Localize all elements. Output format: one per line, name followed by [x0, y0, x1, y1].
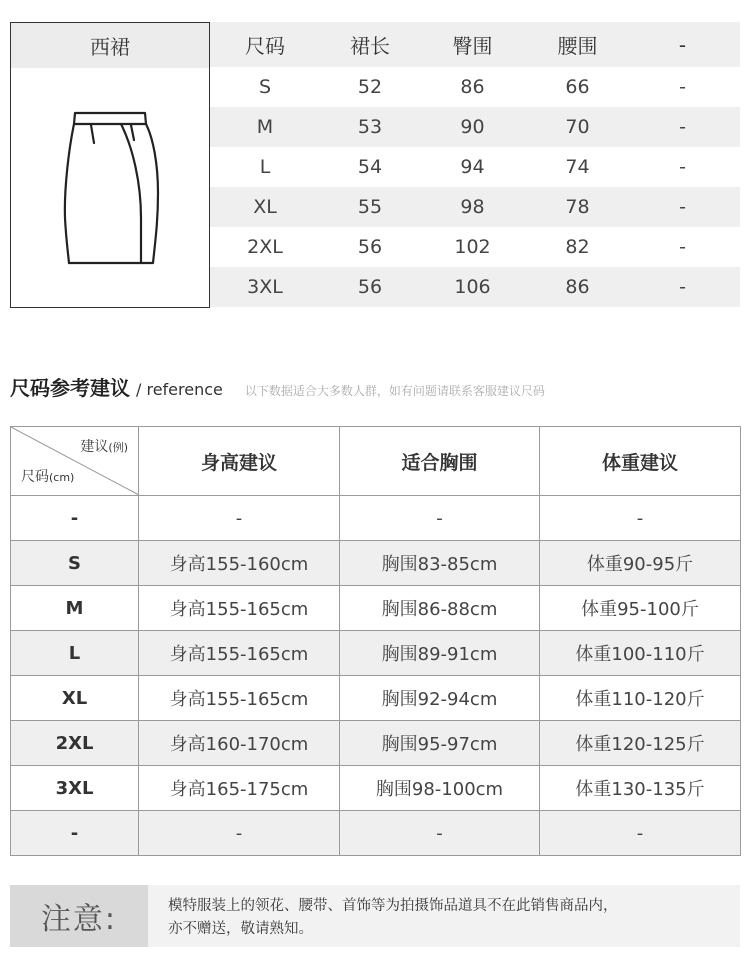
size-cell: XL	[11, 676, 139, 721]
weight-cell: 体重110-120斤	[540, 676, 741, 721]
size-row	[210, 227, 740, 267]
recommendation-title: 尺码参考建议	[10, 376, 130, 400]
height-cell: 身高155-165cm	[139, 586, 340, 631]
size-cell: L	[11, 631, 139, 676]
size-cell: 2XL	[247, 236, 283, 258]
diagonal-bottom-label: 尺码(cm)	[21, 469, 75, 485]
size-grid	[210, 22, 740, 307]
table-row	[11, 721, 741, 766]
size-table-section	[10, 22, 740, 308]
product-panel	[10, 22, 210, 308]
bust-cell: 胸围92-94cm	[340, 676, 540, 721]
size-cell: 3XL	[11, 766, 139, 811]
diagonal-header-cell	[11, 427, 139, 496]
blank-cell: -	[679, 116, 686, 138]
skirt-illustration	[61, 108, 161, 288]
bust-cell: 胸围86-88cm	[340, 586, 540, 631]
height-cell: -	[139, 496, 340, 541]
recommendation-table	[10, 426, 741, 856]
header-blank: -	[678, 32, 687, 57]
blank-cell: -	[679, 156, 686, 178]
table-row	[11, 541, 741, 586]
waist-cell: 86	[565, 276, 590, 298]
bust-cell: -	[340, 496, 540, 541]
header-bust: 适合胸围	[340, 427, 540, 496]
bust-cell: -	[340, 811, 540, 856]
header-size: 尺码	[245, 34, 285, 58]
table-row	[11, 766, 741, 811]
length-cell: 56	[357, 276, 383, 298]
bust-cell: 胸围89-91cm	[340, 631, 540, 676]
bust-cell: 胸围95-97cm	[340, 721, 540, 766]
weight-cell: 体重90-95斤	[540, 541, 741, 586]
table-row	[11, 586, 741, 631]
length-cell: 56	[357, 236, 383, 258]
recommendation-subtitle: / reference	[136, 380, 223, 399]
size-row	[210, 187, 740, 227]
diagonal-top-label: 建议(例)	[80, 439, 128, 455]
hip-cell: 98	[460, 196, 485, 218]
waist-cell: 70	[565, 116, 590, 138]
length-cell: 53	[357, 116, 383, 138]
waist-cell: 82	[565, 236, 590, 258]
size-cell: XL	[253, 196, 277, 218]
bust-cell: 胸围83-85cm	[340, 541, 540, 586]
size-row	[210, 107, 740, 147]
blank-cell: -	[679, 236, 686, 258]
size-cell: M	[256, 116, 274, 138]
hip-cell: 90	[460, 116, 485, 138]
size-cell: 2XL	[11, 721, 139, 766]
table-row	[11, 631, 741, 676]
blank-cell: -	[679, 276, 686, 298]
height-cell: -	[139, 811, 340, 856]
size-cell: S	[258, 76, 272, 98]
size-header-row	[210, 22, 740, 67]
height-cell: 身高155-165cm	[139, 676, 340, 721]
hip-cell: 94	[460, 156, 485, 178]
height-cell: 身高160-170cm	[139, 721, 340, 766]
table-row	[11, 496, 741, 541]
table-row	[11, 676, 741, 721]
recommendation-heading	[10, 372, 545, 401]
header-weight: 体重建议	[540, 427, 741, 496]
bust-cell: 胸围98-100cm	[340, 766, 540, 811]
hip-cell: 86	[460, 76, 485, 98]
height-cell: 身高155-160cm	[139, 541, 340, 586]
height-cell: 身高155-165cm	[139, 631, 340, 676]
size-row	[210, 267, 740, 307]
recommendation-note: 以下数据适合大多数人群，如有问题请联系客服建议尺码	[244, 384, 545, 398]
notice-box	[10, 885, 740, 947]
length-cell: 54	[357, 156, 383, 178]
waist-cell: 74	[565, 156, 590, 178]
waist-cell: 78	[565, 196, 590, 218]
hip-cell: 102	[454, 236, 491, 258]
waist-cell: 66	[565, 76, 590, 98]
table-row	[11, 811, 741, 856]
header-length: 裙长	[350, 34, 390, 58]
blank-cell: -	[679, 196, 686, 218]
notice-text: 模特服装上的领花、腰带、首饰等为拍摄饰品道具不在此销售商品内， 亦不赠送，敬请熟知。	[148, 885, 740, 947]
header-waist: 腰围	[557, 34, 598, 58]
recommendation-header-row	[11, 427, 741, 496]
header-height: 身高建议	[139, 427, 340, 496]
size-cell: 3XL	[247, 276, 283, 298]
size-row	[210, 147, 740, 187]
size-cell: S	[11, 541, 139, 586]
height-cell: 身高165-175cm	[139, 766, 340, 811]
hip-cell: 106	[454, 276, 491, 298]
weight-cell: 体重120-125斤	[540, 721, 741, 766]
size-cell: M	[11, 586, 139, 631]
header-hip: 臀围	[452, 34, 493, 58]
length-cell: 55	[357, 196, 383, 218]
size-row	[210, 67, 740, 107]
weight-cell: -	[540, 811, 741, 856]
length-cell: 52	[357, 76, 383, 98]
weight-cell: 体重130-135斤	[540, 766, 741, 811]
size-cell: L	[259, 156, 271, 178]
weight-cell: 体重100-110斤	[540, 631, 741, 676]
size-cell: -	[11, 811, 139, 856]
blank-cell: -	[679, 76, 686, 98]
notice-label: 注意:	[10, 885, 148, 947]
product-name: 西裙	[11, 23, 209, 68]
weight-cell: -	[540, 496, 741, 541]
weight-cell: 体重95-100斤	[540, 586, 741, 631]
size-cell: -	[11, 496, 139, 541]
